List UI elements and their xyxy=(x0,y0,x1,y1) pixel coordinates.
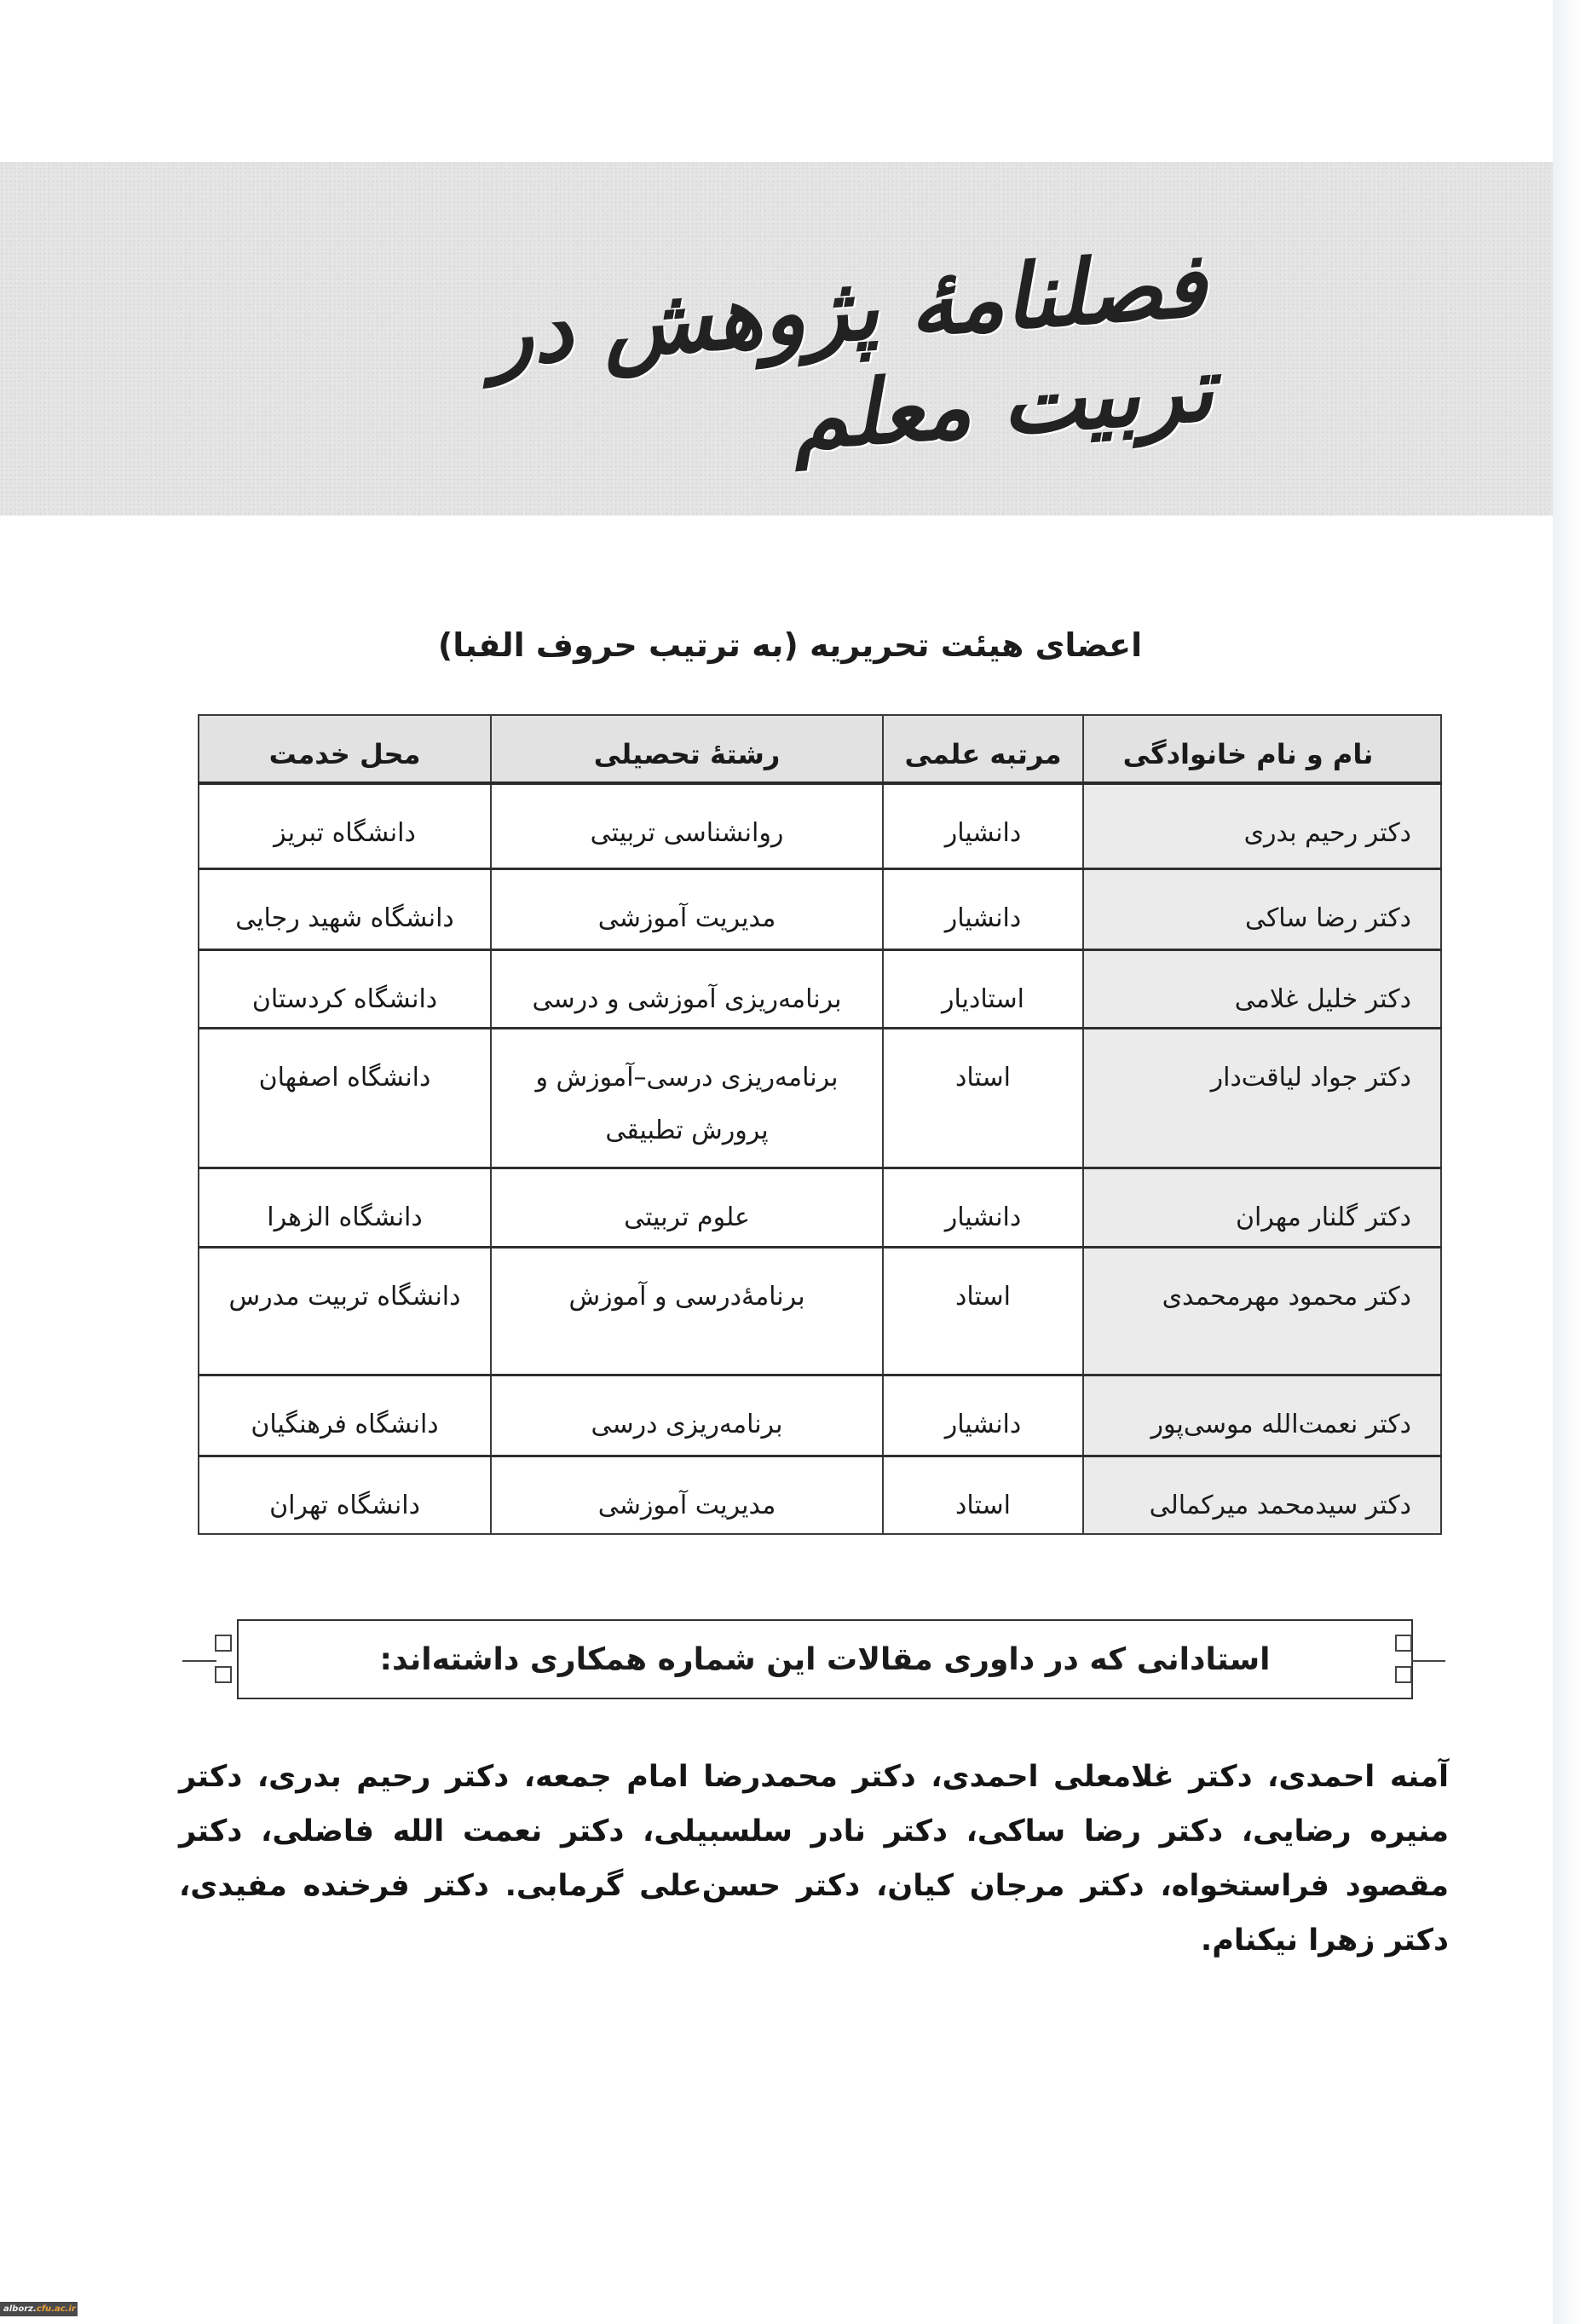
table-header-row xyxy=(199,715,1441,783)
affiliation-cell: دانشگاه فرهنگیان xyxy=(199,1375,491,1456)
ornament-square-icon xyxy=(1395,1635,1412,1652)
name-cell: دکتر نعمت‌الله موسی‌پور xyxy=(1083,1375,1441,1456)
rank-cell: دانشیار xyxy=(883,1375,1083,1456)
reviewers-heading-box xyxy=(237,1619,1413,1699)
table-row xyxy=(199,1168,1441,1247)
table-body xyxy=(199,783,1441,1534)
affiliation-cell: دانشگاه تهران xyxy=(199,1456,491,1534)
column-header-name: نام و نام خانوادگی xyxy=(1083,715,1441,783)
ornament-square-icon xyxy=(215,1635,232,1652)
name-cell: دکتر رحیم بدری xyxy=(1083,783,1441,868)
rank-cell: استاد xyxy=(883,1247,1083,1375)
table-row xyxy=(199,949,1441,1028)
affiliation-cell: دانشگاه تربیت مدرس xyxy=(199,1247,491,1375)
rank-cell: دانشیار xyxy=(883,1168,1083,1247)
table-row xyxy=(199,1456,1441,1534)
rank-cell: استاد xyxy=(883,1028,1083,1168)
name-cell: دکتر سیدمحمد میرکمالی xyxy=(1083,1456,1441,1534)
field-cell: برنامه‌ریزی آموزشی و درسی xyxy=(491,949,883,1028)
rank-cell: دانشیار xyxy=(883,868,1083,949)
affiliation-cell: دانشگاه الزهرا xyxy=(199,1168,491,1247)
column-header-rank: مرتبه علمی xyxy=(883,715,1083,783)
editorial-board-table xyxy=(198,714,1442,1535)
ornament-line xyxy=(182,1660,216,1662)
table-row xyxy=(199,783,1441,868)
table-row xyxy=(199,1375,1441,1456)
table-row xyxy=(199,1247,1441,1375)
field-cell: برنامهٔ‌درسی و آموزش xyxy=(491,1247,883,1375)
affiliation-cell: دانشگاه تبریز xyxy=(199,783,491,868)
rank-cell: استاد xyxy=(883,1456,1083,1534)
site-watermark xyxy=(0,2302,78,2316)
name-cell: دکتر خلیل غلامی xyxy=(1083,949,1441,1028)
watermark-suffix: cfu.ac.ir xyxy=(36,2304,76,2314)
rank-cell: دانشیار xyxy=(883,783,1083,868)
name-cell: دکتر محمود مهرمحمدی xyxy=(1083,1247,1441,1375)
name-cell: دکتر گلنار مهران xyxy=(1083,1168,1441,1247)
watermark-domain: alborz. xyxy=(3,2304,37,2314)
page-edge-shadow xyxy=(1553,0,1580,2324)
name-cell: دکتر رضا ساکی xyxy=(1083,868,1441,949)
rank-cell: استادیار xyxy=(883,949,1083,1028)
ornament-line xyxy=(1411,1660,1445,1662)
column-header-affiliation: محل خدمت xyxy=(199,715,491,783)
field-cell: مدیریت آموزشی xyxy=(491,1456,883,1534)
ornament-square-icon xyxy=(215,1666,232,1683)
affiliation-cell: دانشگاه شهید رجایی xyxy=(199,868,491,949)
affiliation-cell: دانشگاه اصفهان xyxy=(199,1028,491,1168)
editorial-board-title: اعضای هیئت تحریریه (به ترتیب حروف الفبا) xyxy=(437,626,1143,664)
field-cell: علوم تربیتی xyxy=(491,1168,883,1247)
reviewers-heading: استادانی که در داوری مقالات این شماره همکاری داشته‌اند: xyxy=(379,1641,1271,1677)
column-header-field: رشتهٔ تحصیلی xyxy=(491,715,883,783)
name-cell: دکتر جواد لیاقت‌دار xyxy=(1083,1028,1441,1168)
reviewers-list: آمنه احمدی، دکتر غلامعلی احمدی، دکتر محمدرضا امام جمعه، دکتر رحیم بدری، دکتر منیره رضایی، دکتر رضا ساکی، دکتر نادر سلسبیلی، دکتر نعمت الله فاضلی، دکتر مقصود فراستخواه، دکتر مرجان کیان، دکتر حسن‌علی گرمابی. دکتر فرخنده مفیدی، دکتر زهرا نیکنام. xyxy=(179,1760,1449,1958)
table-row xyxy=(199,868,1441,949)
field-cell: برنامه‌ریزی درسی xyxy=(491,1375,883,1456)
table-row xyxy=(199,1028,1441,1168)
field-cell: مدیریت آموزشی xyxy=(491,868,883,949)
field-cell: برنامه‌ریزی درسی–آموزش و پرورش تطبیقی xyxy=(491,1028,883,1168)
ornament-square-icon xyxy=(1395,1666,1412,1683)
field-cell: روانشناسی تربیتی xyxy=(491,783,883,868)
affiliation-cell: دانشگاه کردستان xyxy=(199,949,491,1028)
journal-title: فصلنامهٔ پژوهش در تربیت معلم xyxy=(486,231,1217,470)
